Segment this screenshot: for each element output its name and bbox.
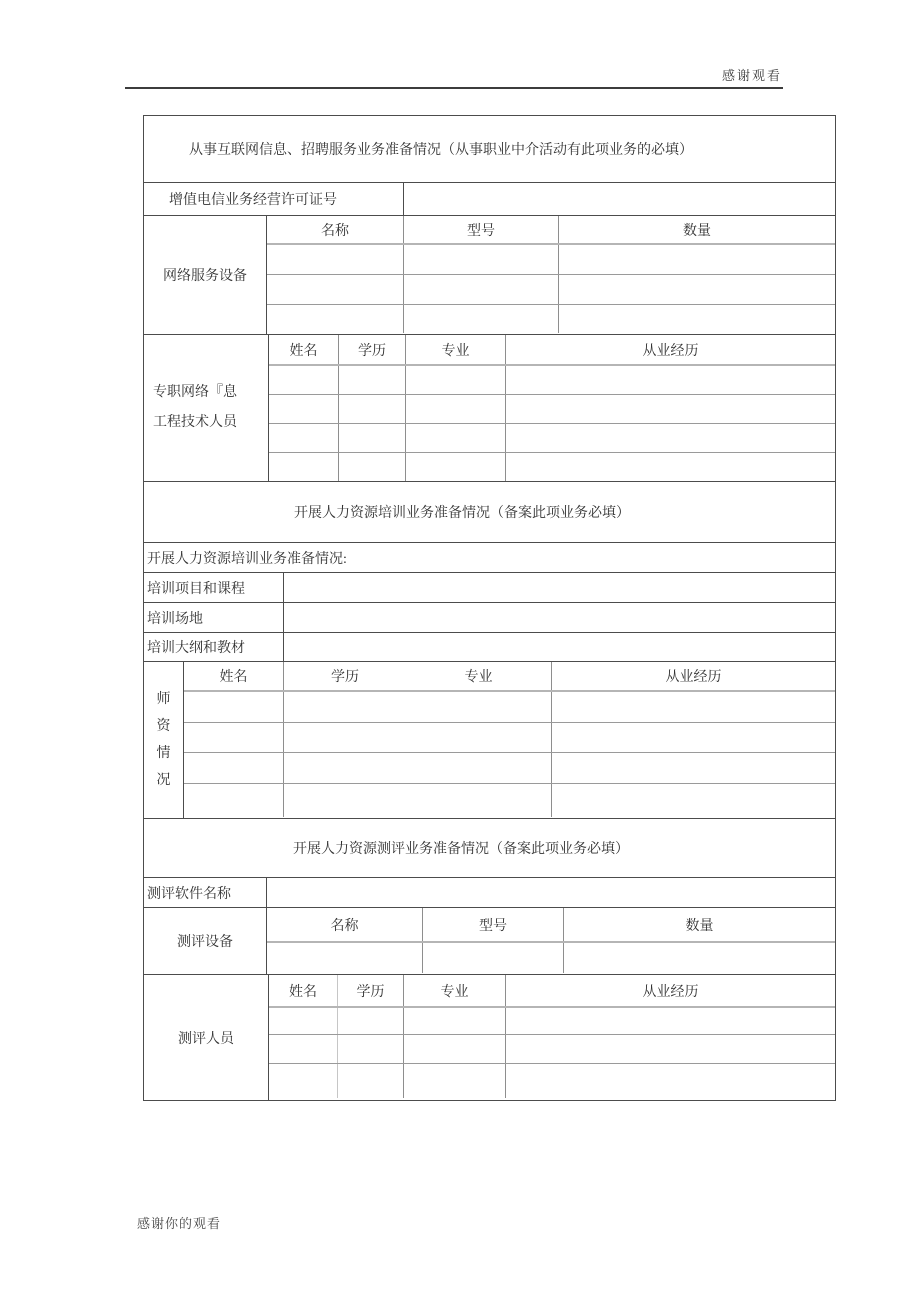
footer-thanks-text: 感谢你的观看	[137, 1216, 222, 1231]
table-row	[184, 723, 835, 753]
empty-cell[interactable]	[269, 1064, 338, 1098]
network-staff-section	[144, 335, 835, 482]
column-header-education: 学历	[339, 335, 406, 364]
table-row	[184, 692, 835, 723]
section-assessment-title-row	[144, 819, 835, 878]
empty-cell[interactable]	[269, 395, 339, 423]
table-row	[269, 424, 835, 453]
table-header-row	[267, 908, 835, 943]
teachers-label	[144, 662, 184, 818]
empty-cell[interactable]	[406, 424, 506, 452]
empty-cell[interactable]	[506, 1064, 835, 1098]
empty-cell[interactable]	[184, 692, 284, 722]
training-intro-label: 开展人力资源培训业务准备情况:	[147, 551, 347, 567]
empty-cell[interactable]	[552, 692, 835, 722]
empty-cell[interactable]	[339, 453, 406, 481]
assessment-equipment-grid	[267, 908, 835, 974]
empty-cell[interactable]	[552, 784, 835, 817]
section-training-title-row	[144, 482, 835, 543]
network-staff-label-line2: 工程技术人员	[153, 415, 237, 430]
empty-cell[interactable]	[284, 723, 552, 752]
table-row	[267, 943, 835, 973]
empty-cell[interactable]	[404, 1064, 506, 1098]
section-assessment-title: 开展人力资源测评业务准备情况（备案此项业务必填）	[293, 842, 629, 857]
empty-cell[interactable]	[406, 453, 506, 481]
teachers-label-char: 资	[156, 719, 171, 734]
empty-cell[interactable]	[506, 366, 835, 394]
empty-cell[interactable]	[267, 245, 404, 274]
empty-cell[interactable]	[267, 275, 404, 304]
empty-cell[interactable]	[339, 395, 406, 423]
empty-cell[interactable]	[564, 943, 835, 973]
empty-cell[interactable]	[404, 1035, 506, 1063]
empty-cell[interactable]	[339, 424, 406, 452]
column-header-model: 型号	[423, 908, 564, 941]
empty-cell[interactable]	[506, 1008, 835, 1034]
table-row	[269, 1064, 835, 1098]
training-field-row	[144, 633, 835, 662]
column-header-person-name: 姓名	[184, 662, 284, 690]
column-header-quantity: 数量	[685, 918, 714, 934]
network-equipment-section	[144, 216, 835, 335]
column-header-quantity: 数量	[683, 223, 711, 239]
empty-cell[interactable]	[184, 784, 284, 817]
section-internet-title: 从事互联网信息、招聘服务业务准备情况（从事职业中介活动有此项业务的必填）	[189, 143, 693, 158]
empty-cell[interactable]	[269, 1035, 338, 1063]
assessment-equipment-label: 测评设备	[144, 908, 267, 974]
table-row	[269, 453, 835, 481]
empty-cell[interactable]	[269, 366, 339, 394]
empty-cell[interactable]	[184, 753, 284, 783]
empty-cell[interactable]	[506, 1035, 835, 1063]
network-equipment-grid	[267, 216, 835, 334]
column-header-major: 专业	[406, 335, 506, 364]
empty-cell[interactable]	[338, 1064, 404, 1098]
empty-cell[interactable]	[404, 1008, 506, 1034]
empty-cell[interactable]	[339, 366, 406, 394]
network-staff-label	[144, 335, 269, 481]
teachers-label-char: 情	[156, 746, 171, 761]
license-value-cell[interactable]	[404, 183, 835, 215]
network-equipment-label: 网络服务设备	[144, 216, 267, 334]
empty-cell[interactable]	[267, 943, 423, 973]
empty-cell[interactable]	[404, 305, 559, 333]
empty-cell[interactable]	[269, 424, 339, 452]
assessment-staff-grid	[269, 975, 835, 1100]
empty-cell[interactable]	[506, 395, 835, 423]
empty-cell[interactable]	[404, 245, 559, 274]
license-label: 增值电信业务经营许可证号	[144, 183, 404, 215]
assessment-staff-label: 测评人员	[144, 975, 269, 1100]
empty-cell[interactable]	[269, 453, 339, 481]
software-name-row	[144, 878, 835, 908]
empty-cell[interactable]	[338, 1008, 404, 1034]
training-field-row	[144, 573, 835, 603]
header-rule	[125, 87, 783, 89]
software-name-label: 测评软件名称	[144, 878, 267, 907]
column-header-model: 型号	[404, 216, 559, 243]
training-field-label: 培训场地	[144, 603, 284, 632]
teachers-section	[144, 662, 835, 819]
column-header-name: 名称	[267, 908, 423, 941]
table-row	[267, 245, 835, 275]
empty-cell[interactable]	[284, 692, 552, 722]
training-field-label: 培训项目和课程	[144, 573, 284, 602]
column-header-person-name: 姓名	[269, 335, 339, 364]
table-row	[269, 1008, 835, 1035]
empty-cell[interactable]	[284, 784, 552, 817]
empty-cell[interactable]	[552, 753, 835, 783]
empty-cell[interactable]	[423, 943, 564, 973]
training-field-label: 培训大纲和教材	[144, 633, 284, 661]
training-field-value-cell[interactable]	[284, 603, 835, 632]
assessment-equipment-section	[144, 908, 835, 975]
column-header-major: 专业	[406, 662, 552, 690]
empty-cell[interactable]	[506, 453, 835, 481]
table-row	[269, 395, 835, 424]
empty-cell[interactable]	[406, 366, 506, 394]
license-row	[144, 183, 835, 216]
teachers-label-char: 师	[156, 692, 171, 707]
assessment-staff-section	[144, 975, 835, 1100]
empty-cell[interactable]	[559, 305, 835, 333]
table-row	[184, 784, 835, 817]
section-internet-title-row	[144, 116, 835, 183]
table-row	[269, 1035, 835, 1064]
empty-cell[interactable]	[559, 275, 835, 304]
column-header-experience: 从业经历	[665, 670, 722, 685]
empty-cell[interactable]	[406, 395, 506, 423]
column-header-education: 学历	[338, 975, 404, 1006]
column-header-name: 名称	[267, 216, 404, 243]
empty-cell[interactable]	[506, 424, 835, 452]
table-header-row	[267, 216, 835, 245]
section-training-title: 开展人力资源培训业务准备情况（备案此项业务必填）	[294, 506, 630, 521]
table-row	[267, 275, 835, 305]
header-thanks-text: 感谢观看	[722, 68, 783, 83]
column-header-experience: 从业经历	[642, 343, 699, 359]
empty-cell[interactable]	[552, 723, 835, 752]
table-header-row	[184, 662, 835, 692]
empty-cell[interactable]	[404, 275, 559, 304]
training-field-value-cell[interactable]	[284, 573, 835, 602]
empty-cell[interactable]	[338, 1035, 404, 1063]
empty-cell[interactable]	[559, 245, 835, 274]
column-header-experience: 从业经历	[642, 984, 699, 1000]
empty-cell[interactable]	[267, 305, 404, 333]
table-header-row	[269, 975, 835, 1008]
column-header-education: 学历	[331, 670, 359, 685]
teachers-grid	[184, 662, 835, 818]
column-header-major: 专业	[404, 975, 506, 1006]
training-field-row	[144, 603, 835, 633]
teachers-label-char: 况	[156, 773, 171, 788]
column-header-person-name: 姓名	[269, 975, 338, 1006]
training-intro-row	[144, 543, 835, 573]
table-row	[267, 305, 835, 333]
empty-cell[interactable]	[284, 753, 552, 783]
empty-cell[interactable]	[269, 1008, 338, 1034]
network-staff-label-line1: 专职网络『息	[153, 385, 237, 400]
software-name-value-cell[interactable]	[267, 878, 835, 907]
table-header-row	[269, 335, 835, 366]
registration-form-table	[143, 115, 836, 1101]
network-staff-grid	[269, 335, 835, 481]
training-field-value-cell[interactable]	[284, 633, 835, 661]
table-row	[184, 753, 835, 784]
empty-cell[interactable]	[184, 723, 284, 752]
table-row	[269, 366, 835, 395]
